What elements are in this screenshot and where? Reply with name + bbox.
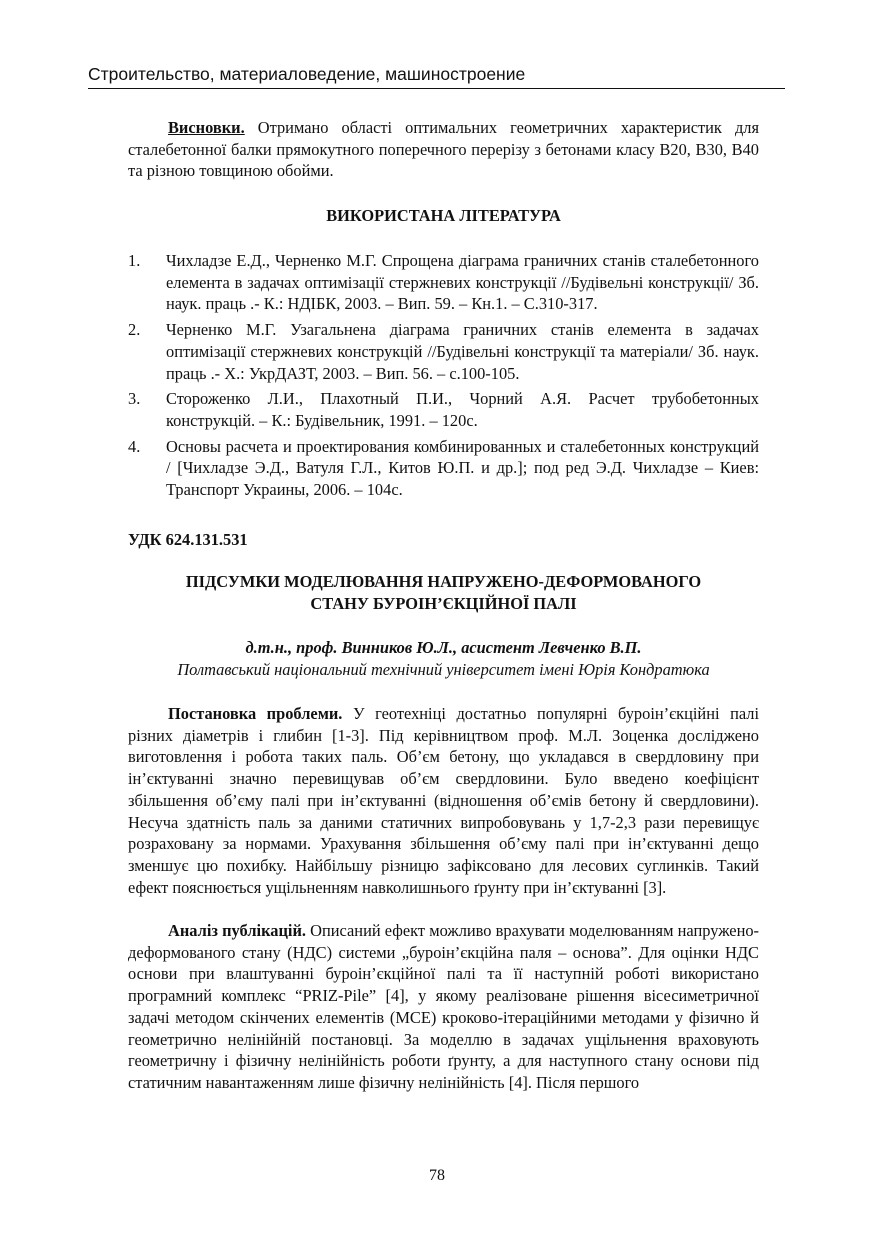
reference-text: Основы расчета и проектирования комбинированных и сталебетонных конструкций / [Чихладзе Э.Д., Ватуля Г.Л., Китов Ю.П. и др.]; под ред Э.Д. Чихладзе – Киев: Транспорт Украины, 2006. – 104с. bbox=[166, 436, 759, 500]
reference-number: 4. bbox=[128, 436, 141, 456]
references-list bbox=[128, 250, 759, 505]
conclusions-label: Висновки. bbox=[168, 118, 245, 137]
reference-text: Стороженко Л.И., Плахотный П.И., Чорний А.Я. Расчет трубобетонных конструкцій. – К.: Будівельник, 1991. – 120с. bbox=[166, 389, 759, 430]
running-header: Строительство, материаловедение, машиностроение bbox=[88, 64, 526, 84]
reference-item bbox=[128, 388, 759, 431]
page-number: 78 bbox=[429, 1167, 445, 1184]
reference-text: Чихладзе Е.Д., Черненко М.Г. Спрощена діаграма граничних станів сталебетонного елемента в задачах оптимізації стержневих конструкції //Будівельні конструкції/ Зб. наук. праць .- К.: НДІБК, 2003. – Вип. 59. – Кн.1. – С.310-317. bbox=[166, 251, 759, 314]
reference-item bbox=[128, 250, 759, 315]
reference-text: Черненко М.Г. Узагальнена діаграма граничних станів елемента в задачах оптимізації стержневих конструкцій //Будівельні конструкції та матеріали/ Зб. наук. праць .- Х.: УкрДАЗТ, 2003. – Вип. 56. – с.100-105. bbox=[166, 320, 759, 383]
problem-text: У геотехніці достатньо популярні буроін’єкційні палі різних діаметрів і глибин [1-3]. Під керівництвом проф. М.Л. Зоценка досліджено виготовлення і робота таких паль. Об’єм бетону, що укладався в свердловину при ін’єктуванні значно перевищував об’єм свердловини. Було введено коефіцієнт збільшення об’єму палі при ін’єктуванні (відношення об’ємів бетону й свердловини). Несуча здатність паль за даними статичних випробовувань у 1,7-2,3 рази перевищує розраховану за нормами. Урахування збільшення об’єму палі при ін’єктуванні дещо зменшує цю похибку. Найбільшу різницю зафіксовано для лесових суглинків. Такий ефект пояснюється ущільненням навколишнього ґрунту при ін’єктуванні [3]. bbox=[128, 704, 759, 897]
reference-number: 3. bbox=[128, 389, 141, 409]
reference-item bbox=[128, 436, 759, 501]
article-authors: д.т.н., проф. Винников Ю.Л., асистент Левченко В.П. bbox=[245, 638, 642, 657]
reference-number: 2. bbox=[128, 320, 141, 340]
conclusions-paragraph bbox=[128, 117, 759, 182]
analysis-label: Аналіз публікацій. bbox=[168, 921, 307, 940]
analysis-text: Описаний ефект можливо врахувати моделюванням напружено-деформованого стану (НДС) системи „буроін’єкційна паля – основа”. Для оцінки НДС основи при влаштуванні буроін’єкційної палі та її наступній роботі використано програмний комплекс “PRIZ-Pile” [4], у якому реалізоване рішення вісесиметричної задачі методом скінчених елементів (МСЕ) кроково-ітераційними методами у фізично й геометрично нелінійній постановці. За моделлю в задачах ущільнення враховують геометричну і фізичну нелінійність роботи ґрунту, а для наступного стану основи під статичним навантаженням лише фізичну нелінійність [4]. Після першого bbox=[128, 921, 759, 1092]
article-affiliation: Полтавський національний технічний університет імені Юрія Кондратюка bbox=[177, 660, 710, 679]
analysis-paragraph bbox=[128, 920, 759, 1094]
references-heading: ВИКОРИСТАНА ЛІТЕРАТУРА bbox=[326, 206, 561, 225]
udc-code: УДК 624.131.531 bbox=[128, 530, 248, 549]
header-rule bbox=[88, 88, 785, 89]
problem-label: Постановка проблеми. bbox=[168, 704, 343, 723]
problem-paragraph bbox=[128, 703, 759, 898]
reference-number: 1. bbox=[128, 251, 141, 270]
article-title-line-2: СТАНУ БУРОІН’ЄКЦІЙНОЇ ПАЛІ bbox=[310, 594, 577, 613]
conclusions-text: Отримано області оптимальних геометричних характеристик для сталебетонної балки прямокутного поперечного перерізу з бетонами класу В20, В30, В40 та різною товщиною обойми. bbox=[128, 118, 759, 181]
article-title-line-1: ПІДСУМКИ МОДЕЛЮВАННЯ НАПРУЖЕНО-ДЕФОРМОВАНОГО bbox=[185, 572, 702, 591]
reference-item bbox=[128, 319, 759, 384]
